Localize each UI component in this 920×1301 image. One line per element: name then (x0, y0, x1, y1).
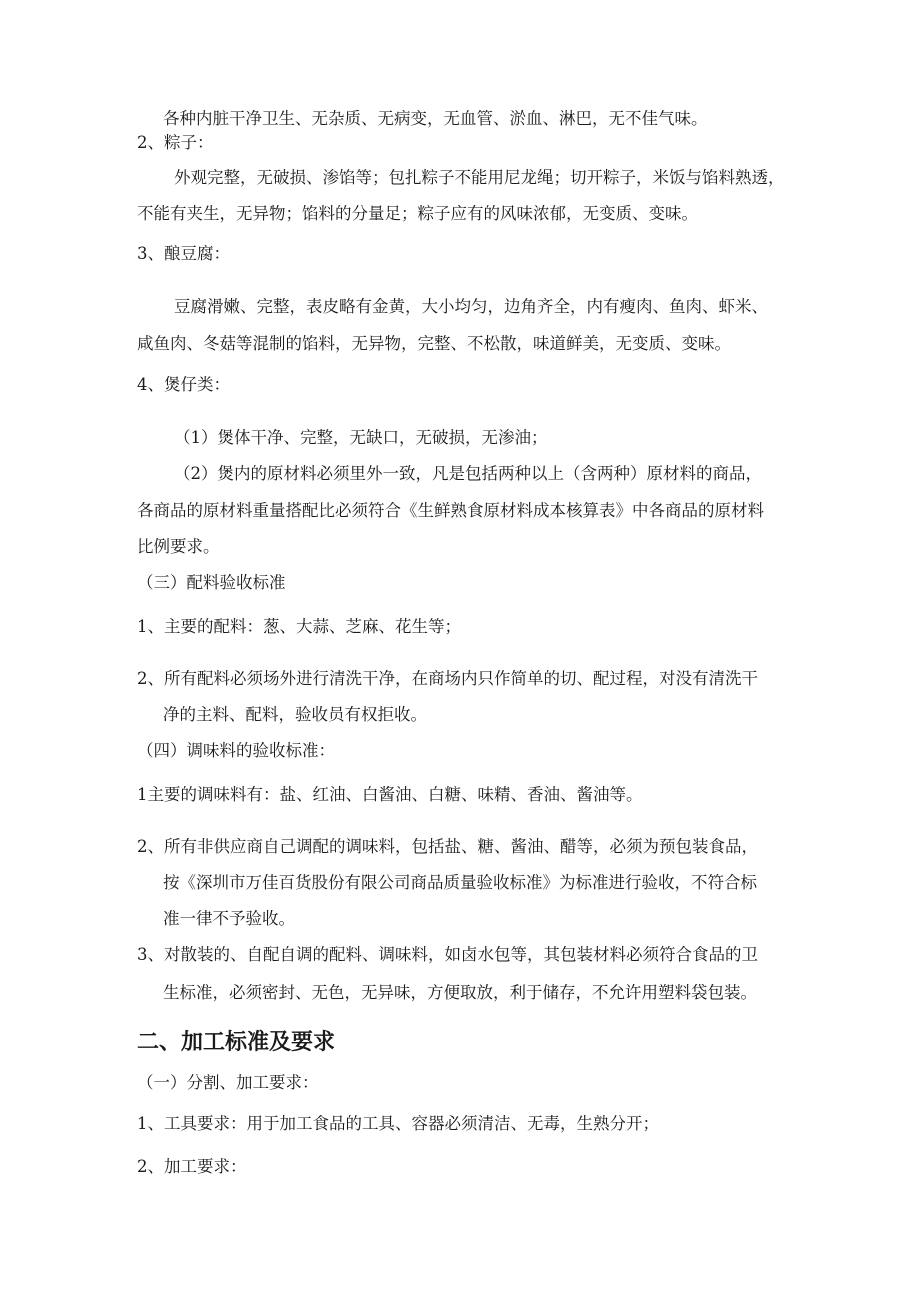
ingredient-item-2-text-1: 2、所有配料必须场外进行清洗干净，在商场内只作简单的切、配过程，对没有清洗干 (137, 669, 758, 688)
seasoning-item-2-text-3: 准一律不予验收。 (163, 909, 295, 928)
claypot-item-1: （1）煲体干净、完整，无缺口，无破损，无渗油； (174, 428, 548, 447)
seasoning-item-2-text-1: 2、所有非供应商自己调配的调味料，包括盐、糖、酱油、醋等，必须为预包装食品， (137, 837, 758, 856)
claypot-item-2-text-2: 各商品的原材料重量搭配比必须符合《生鲜熟食原材料成本核算表》中各商品的原材料 (137, 501, 764, 520)
seasoning-section-heading: （四）调味料的验收标准： (137, 741, 335, 760)
seasoning-item-3-text-2: 生标准，必须密封、无色，无异味，方便取放，利于储存，不允许用塑料袋包装。 (163, 983, 757, 1002)
claypot-item-2-text-3: 比例要求。 (137, 537, 220, 556)
zongzi-heading: 2、粽子： (137, 133, 214, 152)
ingredient-item-2-text-2: 净的主料、配料，验收员有权拒收。 (163, 705, 427, 724)
zongzi-text-1: 外观完整，无破损、渗馅等；包扎粽子不能用尼龙绳；切开粽子，米饭与馅料熟透， (174, 168, 785, 187)
ingredient-item-1: 1、主要的配料：葱、大蒜、芝麻、花生等； (137, 617, 461, 636)
seasoning-item-1: 1主要的调味料有：盐、红油、白酱油、白糖、味精、香油、酱油等。 (137, 785, 643, 804)
tofu-text-1: 豆腐滑嫩、完整，表皮略有金黄，大小均匀，边角齐全，内有瘦肉、鱼肉、虾米、 (174, 297, 768, 316)
claypot-item-2-text-1: （2）煲内的原材料必须里外一致，凡是包括两种以上（含两种）原材料的商品， (174, 464, 762, 483)
processing-subheading: （一）分割、加工要求： (137, 1073, 319, 1092)
section-heading-processing: 二、加工标准及要求 (137, 1030, 336, 1055)
tofu-text-2: 咸鱼肉、冬菇等混制的馅料，无异物，完整、不松散，味道鲜美，无变质、变味。 (137, 334, 731, 353)
zongzi-text-2: 不能有夹生，无异物；馅料的分量足；粽子应有的风味浓郁，无变质、变味。 (137, 204, 698, 223)
processing-requirement-heading: 2、加工要求： (137, 1157, 247, 1176)
seasoning-item-2-text-2: 按《深圳市万佳百货股份有限公司商品质量验收标准》为标准进行验收，不符合标 (163, 873, 757, 892)
tofu-heading: 3、酿豆腐： (137, 244, 230, 263)
seasoning-item-3-text-1: 3、对散装的、自配自调的配料、调味料，如卤水包等，其包装材料必须符合食品的卫 (137, 945, 758, 964)
claypot-heading: 4、煲仔类： (137, 375, 230, 394)
offal-standard-text: 各种内脏干净卫生、无杂质、无病变，无血管、淤血、淋巴，无不佳气味。 (163, 109, 708, 128)
ingredient-section-heading: （三）配料验收标准 (137, 573, 286, 592)
tool-requirement: 1、工具要求：用于加工食品的工具、容器必须清洁、无毒，生熟分开； (137, 1114, 659, 1133)
